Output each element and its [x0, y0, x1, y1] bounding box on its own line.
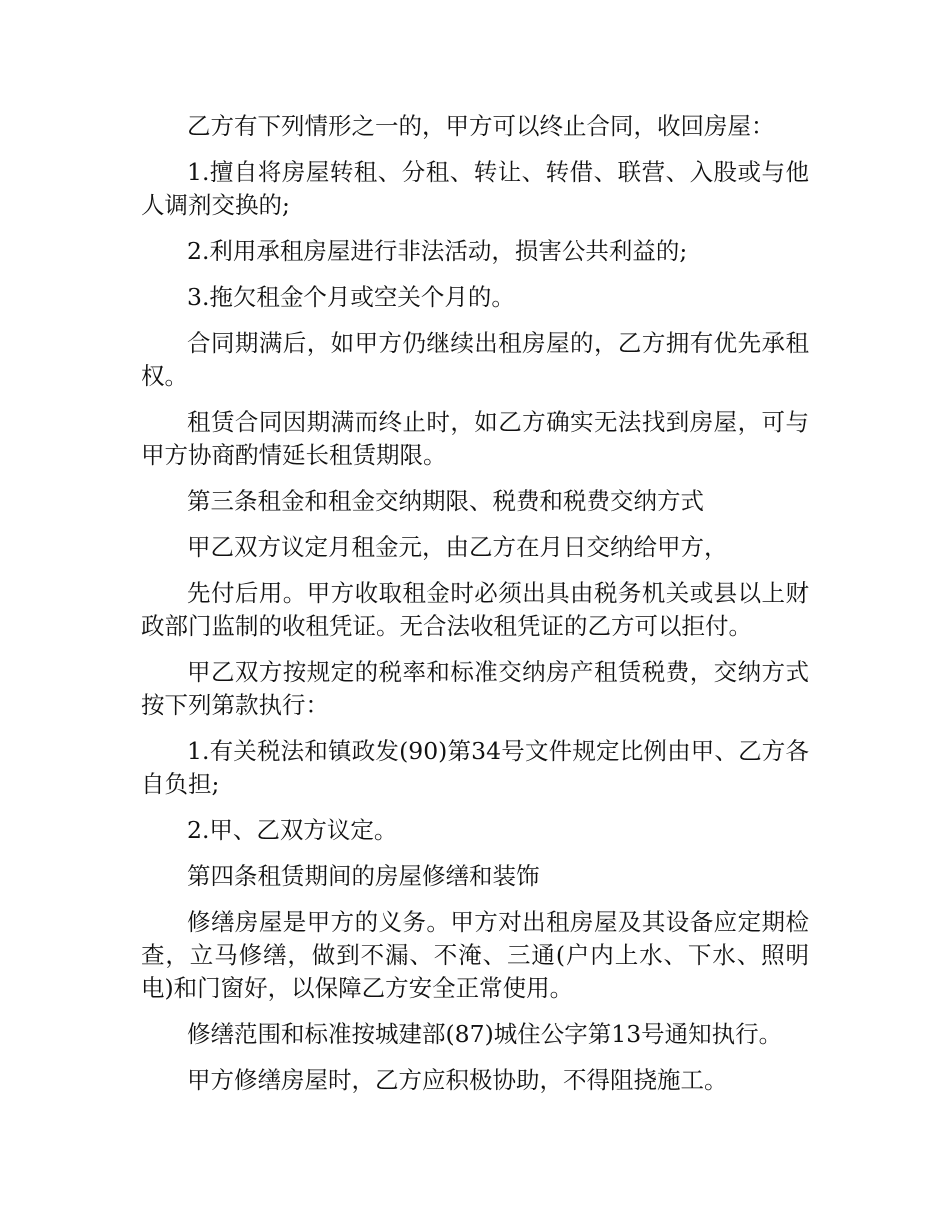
- paragraph-termination-item-3: 3.拖欠租金个月或空关个月的。: [187, 283, 515, 311]
- paragraph-tax-payment: 甲乙双方按规定的税率和标准交纳房产租赁税费，交纳方式按下列第款执行：: [141, 658, 809, 719]
- section-heading-article-4: 第四条租赁期间的房屋修缮和装饰: [187, 862, 540, 890]
- paragraph-tax-item-2: 2.甲、乙双方议定。: [187, 816, 398, 844]
- paragraph-repair-cooperation: 甲方修缮房屋时，乙方应积极协助，不得阻挠施工。: [187, 1066, 728, 1094]
- paragraph-termination-item-1: 1.擅自将房屋转租、分租、转让、转借、联营、入股或与他人调剂交换的;: [141, 158, 809, 219]
- document-body: [141, 110, 809, 1110]
- paragraph-tax-item-1: 1.有关税法和镇政发(90)第34号文件规定比例由甲、乙方各自负担;: [141, 737, 809, 798]
- paragraph-rent-receipt: 先付后用。甲方收取租金时必须出具由税务机关或县以上财政部门监制的收租凭证。无合法收租凭证的乙方可以拒付。: [141, 579, 809, 640]
- paragraph-termination-item-2: 2.利用承租房屋进行非法活动，损害公共利益的;: [187, 237, 688, 265]
- paragraph-extension: 租赁合同因期满而终止时，如乙方确实无法找到房屋，可与甲方协商酌情延长租赁期限。: [141, 408, 809, 469]
- paragraph-repair-scope: 修缮范围和标准按城建部(87)城住公字第13号通知执行。: [187, 1020, 783, 1048]
- paragraph-termination-intro: 乙方有下列情形之一的，甲方可以终止合同，收回房屋：: [187, 112, 775, 140]
- paragraph-monthly-rent: 甲乙双方议定月租金元，由乙方在月日交纳给甲方，: [187, 533, 728, 561]
- section-heading-article-3: 第三条租金和租金交纳期限、税费和税费交纳方式: [187, 487, 704, 515]
- paragraph-priority-renewal: 合同期满后，如甲方仍继续出租房屋的，乙方拥有优先承租权。: [141, 329, 809, 390]
- paragraph-repair-duty: 修缮房屋是甲方的义务。甲方对出租房屋及其设备应定期检查，立马修缮，做到不漏、不淹、三通(户内上水、下水、照明电)和门窗好，以保障乙方安全正常使用。: [141, 908, 809, 1002]
